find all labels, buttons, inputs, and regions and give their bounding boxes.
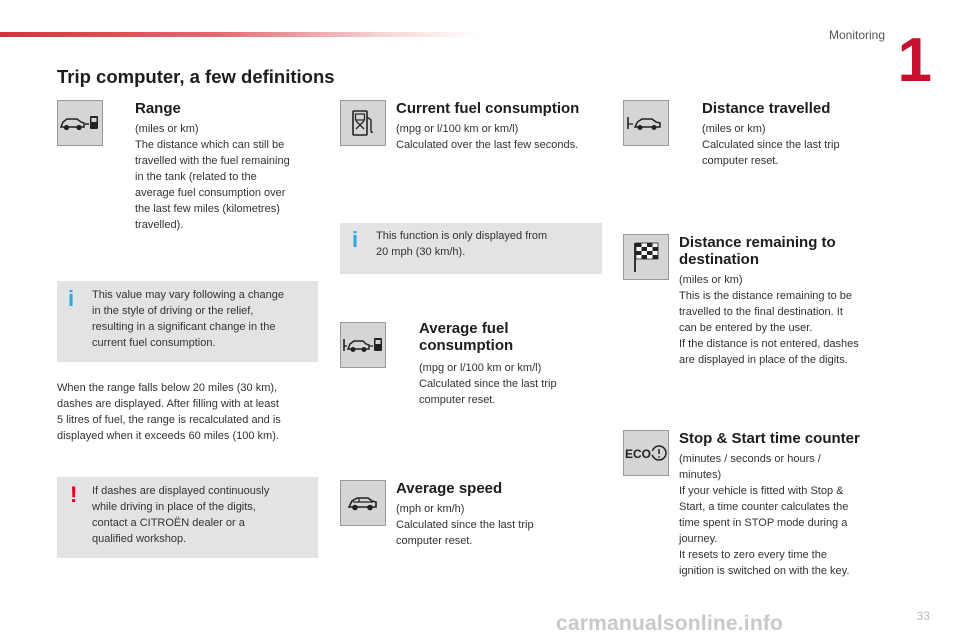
eco-stop-start-icon <box>623 430 669 476</box>
average-fuel-icon <box>340 322 386 368</box>
range-info-text: This value may vary following a change in the style of driving or the relief, resulting in a significant change in the current fuel consumption. <box>92 289 284 349</box>
page-number: 33 <box>916 609 930 623</box>
range-heading: Range <box>135 100 181 117</box>
page-title: Trip computer, a few definitions <box>57 66 335 87</box>
warning-icon: ! <box>70 482 78 507</box>
distance-remaining-description: (miles or km) This is the distance remaining to be travelled to the final destination. It can be entered by the user. If the distance is not entered, dashes are displayed in place of the digits. <box>679 274 859 366</box>
current-fuel-info-text: This function is only displayed from 20 mph (30 km/h). <box>376 230 548 258</box>
range-icon <box>57 100 103 146</box>
current-fuel-description: (mpg or l/100 km or km/l) Calculated over the last few seconds. <box>396 123 579 151</box>
distance-travelled-icon <box>623 100 669 146</box>
current-fuel-info-note <box>340 223 602 274</box>
chapter-number: 1 <box>897 26 932 95</box>
fuel-pump-icon <box>340 100 386 146</box>
range-dashes-text: When the range falls below 20 miles (30 km), dashes are displayed. After filling with at least 5 litres of fuel, the range is recalculated and is displayed when it exceeds 60 miles (100 km). <box>57 382 281 442</box>
range-warning-note <box>57 477 318 558</box>
header-accent-bar <box>0 32 480 37</box>
average-speed-description: (mph or km/h) Calculated since the last trip computer reset. <box>396 503 534 547</box>
average-speed-icon <box>340 480 386 526</box>
stop-start-description: (minutes / seconds or hours / minutes) If your vehicle is fitted with Stop & Start, a time counter calculates the time spent in STOP mode during a journey. It resets to zero every time the ignition is switched on with the key. <box>679 453 850 577</box>
info-icon: i <box>68 286 75 311</box>
current-fuel-heading: Current fuel consumption <box>396 100 580 117</box>
range-description: (miles or km) The distance which can still be travelled with the fuel remaining in the tank (related to the average fuel consumption over the last few miles (kilometres) travelled). <box>135 123 290 231</box>
distance-travelled-heading: Distance travelled <box>702 100 831 117</box>
eco-icon-label: ECO <box>625 447 652 461</box>
average-fuel-heading: Average fuel consumption <box>419 320 514 354</box>
watermark: carmanualsonline.info <box>556 612 784 635</box>
stop-start-heading: Stop & Start time counter <box>679 430 860 447</box>
distance-remaining-heading: Distance remaining to destination <box>679 234 836 268</box>
average-speed-heading: Average speed <box>396 480 503 497</box>
distance-travelled-description: (miles or km) Calculated since the last trip computer reset. <box>702 123 840 167</box>
info-icon: i <box>352 227 359 252</box>
range-info-note <box>57 281 318 362</box>
average-fuel-description: (mpg or l/100 km or km/l) Calculated since the last trip computer reset. <box>419 362 557 406</box>
range-warning-text: If dashes are displayed continuously while driving in place of the digits, contact a CITROËN dealer or a qualified workshop. <box>92 485 270 545</box>
checkered-flag-icon <box>623 234 669 280</box>
section-title: Monitoring <box>828 28 885 42</box>
